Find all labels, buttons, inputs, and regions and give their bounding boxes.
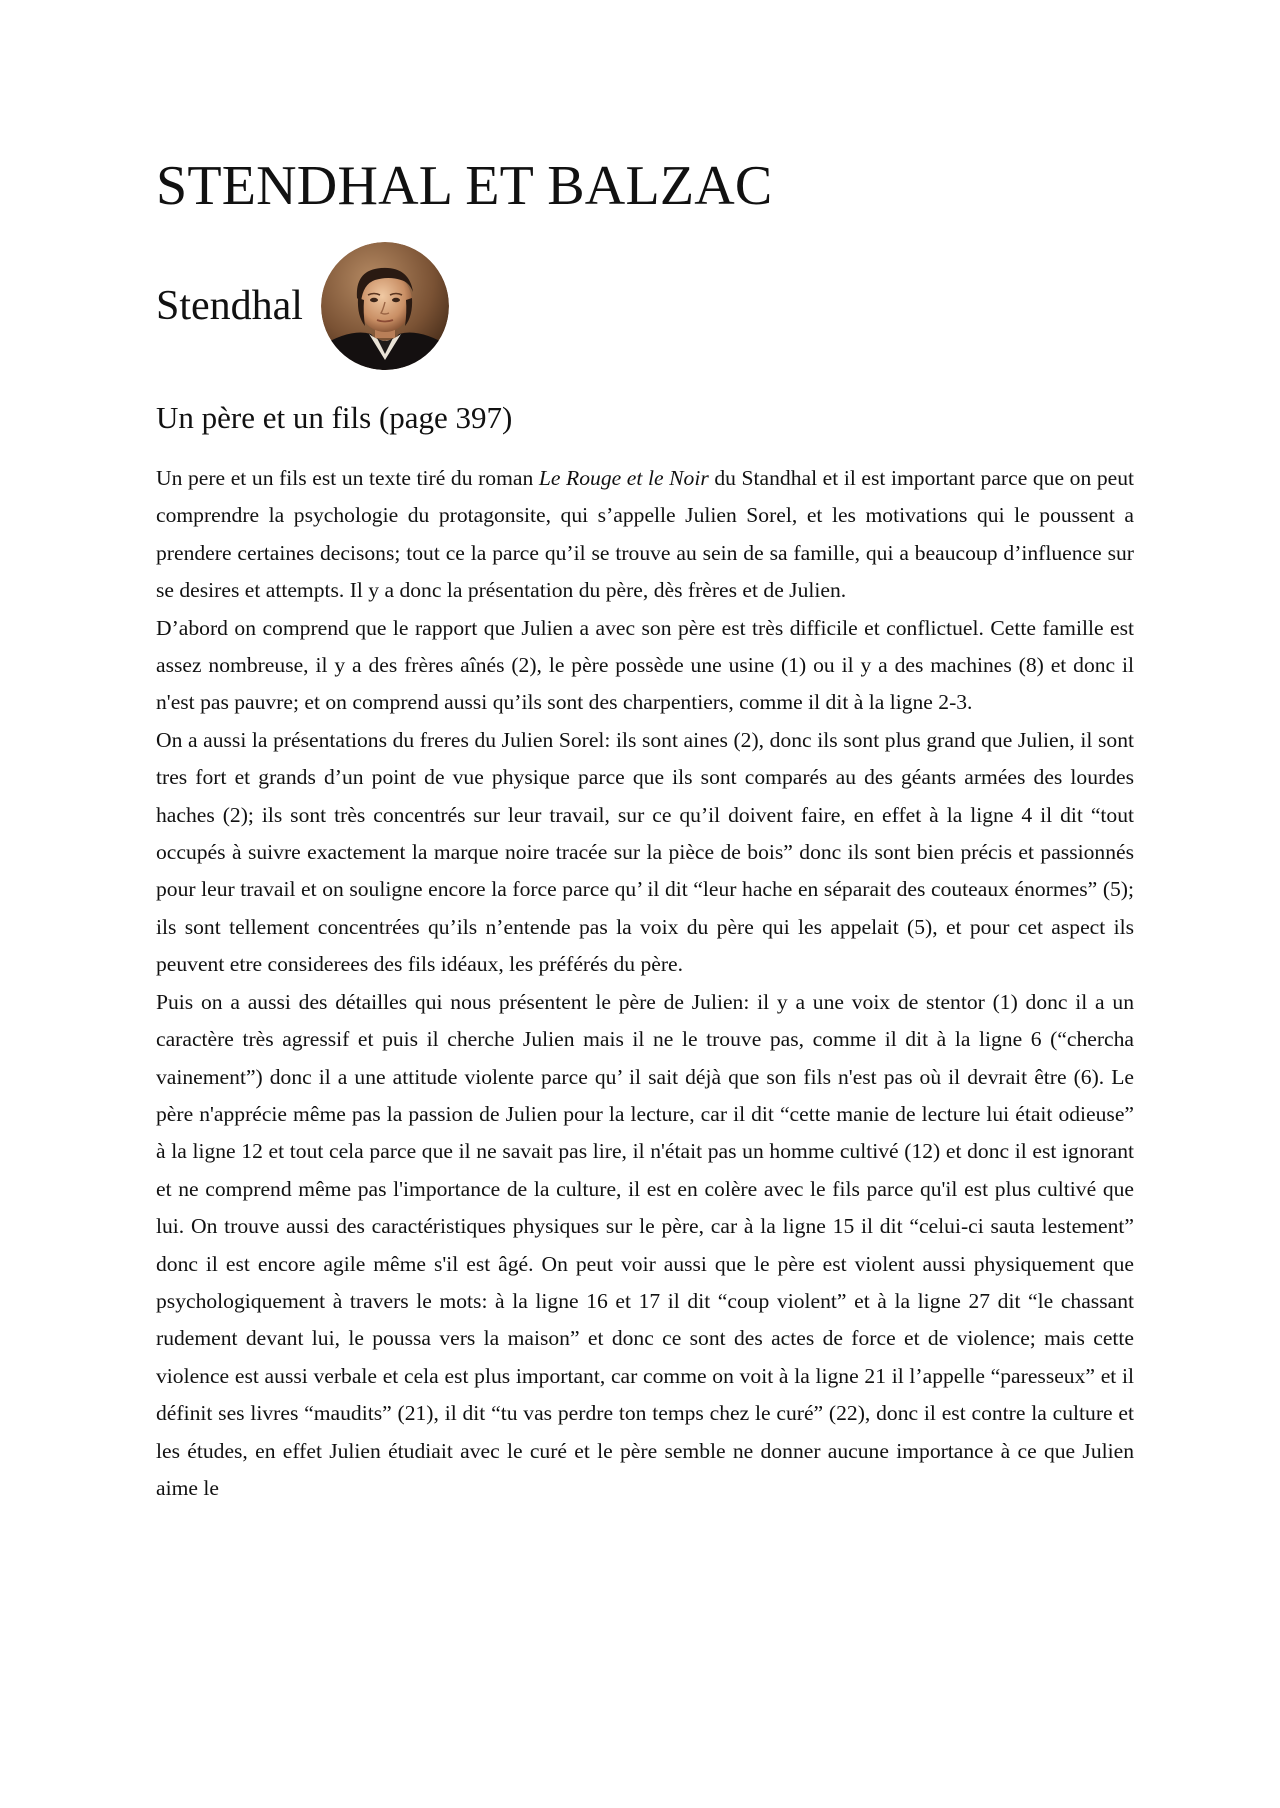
paragraph-intro-start: Un pere et un fils est un texte tiré du roman xyxy=(156,466,539,490)
paragraph-intro xyxy=(156,460,1134,610)
document-title: STENDHAL ET BALZAC xyxy=(156,155,773,217)
paragraph-brothers: On a aussi la présentations du freres du Julien Sorel: ils sont aines (2), donc ils sont plus grand que Julien, il sont tres fort et grands d’un point de vue physique parce que ils sont comparés au des géants armées des lourdes haches (2); ils sont très concentrés sur leur travail, sur ce qu’il doivent faire, en effet à la ligne 4 il dit “tout occupés à suivre exactement la marque noire tracée sur la pièce de bois” donc ils sont bien précis et passionnés pour leur travail et on souligne encore la force parce qu’ il dit “leur hache en séparait des couteaux énormes” (5); ils sont tellement concentrées qu’ils n’entende pas la voix du père qui les appelait (5), et pour cet aspect ils peuvent etre considerees des fils idéaux, les préférés du père. xyxy=(156,727,1134,977)
document-page xyxy=(156,150,1134,1507)
stendhal-portrait-icon xyxy=(321,242,449,370)
paragraph-father: Puis on a aussi des détailles qui nous présentent le père de Julien: il y a une voix de stentor (1) donc il a un caractère très agressif et puis il cherche Julien mais il ne le trouve pas, comme il dit à la ligne 6 (“chercha vainement”) donc il a une attitude violente parce qu’ il sait déjà que son fils n'est pas où il devrait être (6). Le père n'apprécie même pas la passion de Julien pour la lecture, car il dit “cette manie de lecture lui était odieuse” à la ligne 12 et tout cela parce que il ne savait pas lire, il n'était pas un homme cultivé (12) et donc il est ignorant et ne comprend même pas l'importance de la culture, il est en colère avec le fils parce qu'il est plus cultivé que lui. On trouve aussi des caractéristiques physiques sur le père, car à la ligne 15 il dit “celui-ci sauta lestement” donc il est encore agile même s'il est âgé. On peut voir aussi que le père est violent aussi physiquement que psychologiquement à travers le mots: à la ligne 16 et 17 il dit “coup violent” et à la ligne 27 dit “le chassant rudement devant lui, le poussa vers la maison” et donc ce sont des actes de force et de violence; mais cette violence est aussi verbale et cela est plus important, car comme on voit à la ligne 21 il l’appelle “paresseux” et il définit ses livres “maudits” (21), il dit “tu vas perdre ton temps chez le curé” (22), donc il est contre la culture et les études, en effet Julien étudiait avec le curé et le père semble ne donner aucune importance à ce que Julien aime le xyxy=(156,989,1134,1500)
novel-title: Le Rouge et le Noir xyxy=(538,466,709,490)
section-title: Un père et un fils (page 397) xyxy=(156,400,513,435)
author-heading: Stendhal xyxy=(156,283,303,329)
paragraph-intro-end: du Standhal et il est important parce que on peut comprendre la psychologie du protagonsite, qui s’appelle Julien Sorel, et les motivations qui le poussent a prendere certaines decisons; tout ce la parce qu’il se trouve au sein de sa famille, qui a beaucoup d’influence sur se desires et attempts. Il y a donc la présentation du père, dès frères et de Julien. xyxy=(156,466,1135,603)
paragraph-relationship: D’abord on comprend que le rapport que Julien a avec son père est très difficile et conflictuel. Cette famille est assez nombreuse, il y a des frères aînés (2), le père possède une usine (1) ou il y a des machines (8) et donc il n'est pas pauvre; et on comprend aussi qu’ils sont des charpentiers, comme il dit à la ligne 2-3. xyxy=(156,615,1134,715)
author-header xyxy=(156,238,1134,374)
